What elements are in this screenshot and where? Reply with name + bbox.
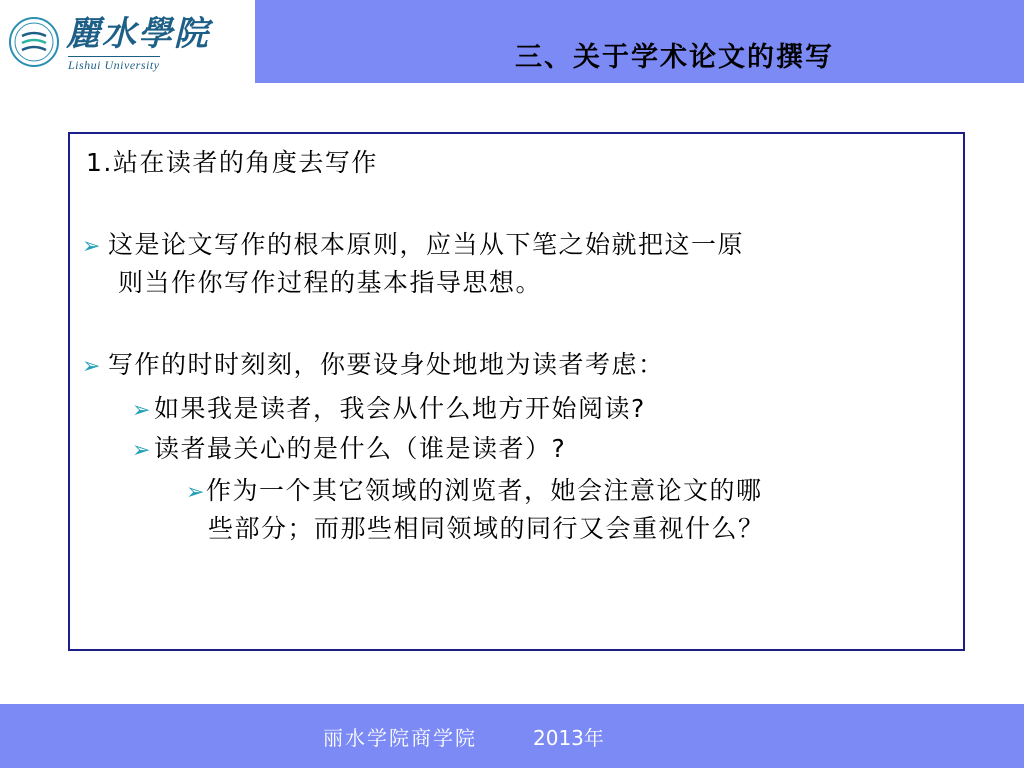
logo-english-name: Lishui University: [68, 58, 160, 72]
header-bar: [0, 0, 1024, 83]
bullet-item: [82, 228, 744, 264]
sub-bullet-item: [132, 432, 566, 468]
footer-year: 2013年: [533, 726, 604, 750]
logo-chinese-name: 麗水學院: [66, 14, 210, 54]
content-heading: 1.站在读者的角度去写作: [86, 148, 378, 177]
sub-bullet-text: 读者最关心的是什么（谁是读者）?: [153, 434, 567, 463]
footer-bar: [0, 704, 1024, 768]
university-logo: [0, 0, 255, 83]
arrow-bullet-icon: ➢: [82, 354, 102, 379]
sub-sub-bullet-item: [186, 474, 762, 510]
sub-bullet-text: 如果我是读者，我会从什么地方开始阅读?: [153, 394, 646, 423]
university-emblem-icon: [8, 16, 60, 68]
section-title: 三、关于学术论文的撰写: [515, 42, 834, 73]
content-box: [68, 132, 965, 651]
arrow-bullet-icon: ➢: [132, 398, 152, 423]
sub-sub-bullet-text: 作为一个其它领域的浏览者，她会注意论文的哪: [205, 476, 763, 505]
sub-sub-bullet-continuation: 些部分；而那些相同领域的同行又会重视什么？: [208, 514, 765, 543]
arrow-bullet-icon: ➢: [186, 480, 206, 505]
arrow-bullet-icon: ➢: [132, 438, 152, 463]
footer-organization: 丽水学院商学院: [323, 726, 477, 750]
bullet-item: [82, 348, 664, 384]
sub-bullet-item: [132, 392, 646, 428]
bullet-text: 写作的时时刻刻，你要设身处地地为读者考虑：: [107, 350, 665, 379]
arrow-bullet-icon: ➢: [82, 234, 102, 259]
bullet-text: 这是论文写作的根本原则，应当从下笔之始就把这一原: [107, 230, 744, 259]
bullet-continuation: 则当作你写作过程的基本指导思想。: [118, 268, 543, 297]
